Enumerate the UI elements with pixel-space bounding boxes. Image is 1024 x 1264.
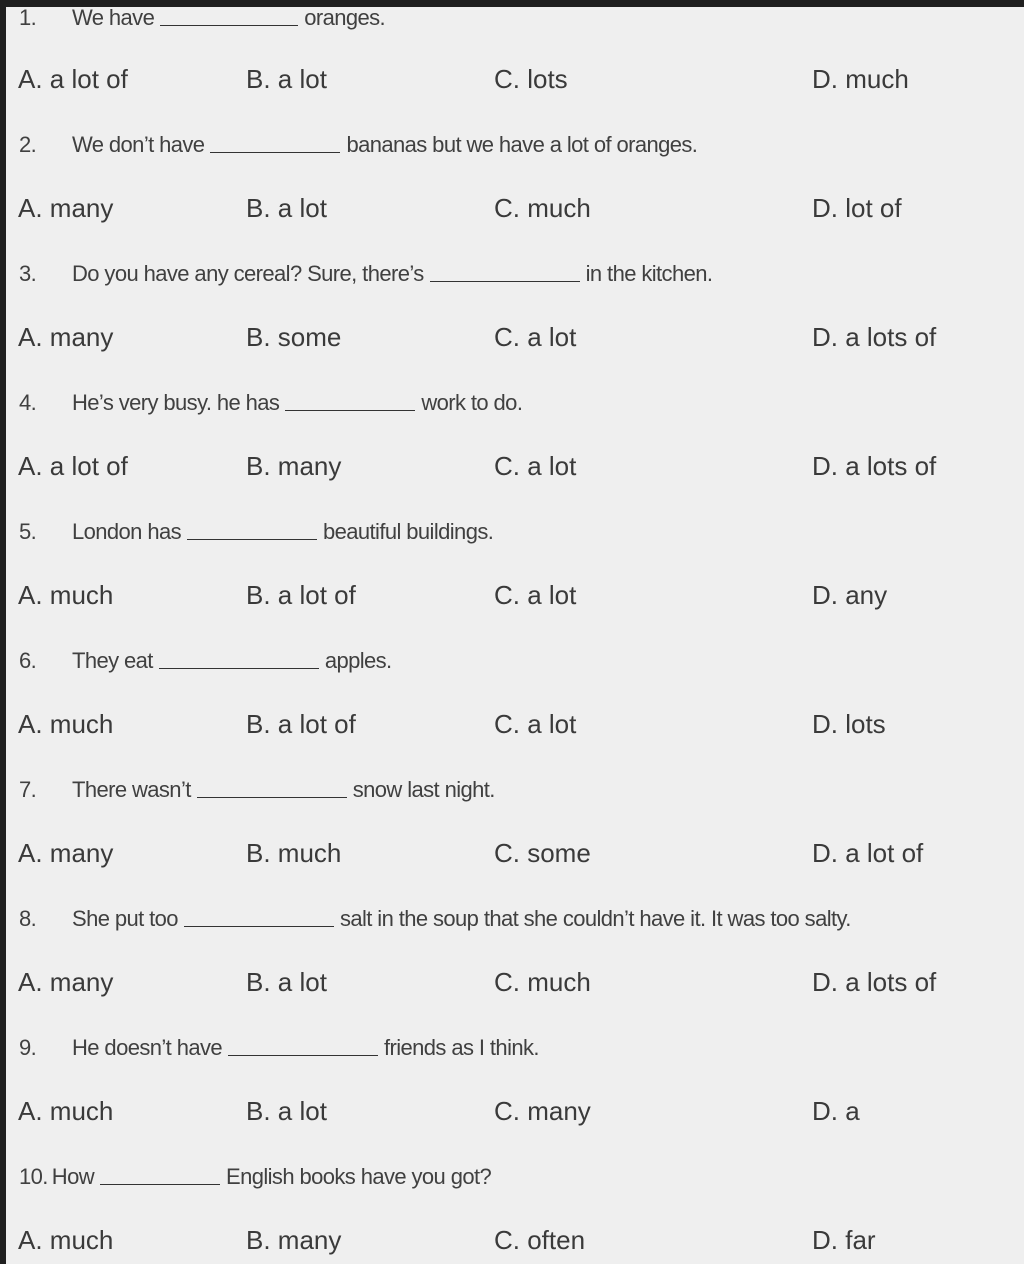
worksheet (6, 7, 1024, 1264)
question-number: 3. (19, 261, 37, 286)
option-a: A. many (18, 966, 114, 997)
answer-blank (228, 1054, 378, 1056)
answer-blank (160, 24, 298, 26)
option-c: C. lots (494, 63, 568, 94)
option-a: A. much (18, 1224, 114, 1255)
question-3 (19, 258, 712, 290)
option-c: C. a lot (494, 450, 577, 481)
option-c: C. some (494, 837, 591, 868)
question-text-after: in the kitchen. (585, 261, 713, 286)
option-a: A. many (18, 192, 114, 223)
answer-blank (187, 538, 317, 540)
option-a: A. a lot of (18, 63, 128, 94)
option-d: D. a lot of (812, 837, 924, 868)
option-c: C. much (494, 966, 591, 997)
question-text-after: friends as I think. (384, 1035, 539, 1060)
question-text-after: beautiful buildings. (323, 519, 494, 544)
option-b: B. some (246, 321, 342, 352)
question-text-after: salt in the soup that she couldn’t have it. It was too salty. (339, 906, 851, 931)
option-a: A. many (18, 321, 114, 352)
option-d: D. a lots of (812, 321, 937, 352)
question-text-before: She put too (72, 906, 178, 931)
question-7 (19, 774, 495, 806)
question-text-after: English books have you got? (226, 1164, 492, 1189)
question-text-before: They eat (72, 648, 153, 673)
option-c: C. often (494, 1224, 586, 1255)
answer-blank (100, 1183, 220, 1185)
option-b: B. a lot (246, 192, 327, 223)
option-c: C. much (494, 192, 591, 223)
answer-blank (197, 796, 347, 798)
option-d: D. a (812, 1095, 860, 1126)
question-number: 7. (19, 777, 37, 802)
option-d: D. lot of (812, 192, 902, 223)
question-4 (19, 387, 522, 419)
question-number: 6. (19, 648, 37, 673)
option-a: A. many (18, 837, 114, 868)
option-a: A. much (18, 579, 114, 610)
question-text-before: We don’t have (72, 132, 205, 157)
option-a: A. much (18, 708, 114, 739)
question-number: 9. (19, 1035, 37, 1060)
option-d: D. lots (812, 708, 886, 739)
option-c: C. a lot (494, 321, 577, 352)
question-9 (19, 1032, 539, 1064)
option-b: B. a lot (246, 966, 327, 997)
question-text-after: bananas but we have a lot of oranges. (346, 132, 698, 157)
option-d: D. a lots of (812, 450, 937, 481)
question-6 (19, 645, 392, 677)
option-b: B. a lot (246, 63, 327, 94)
question-number: 8. (19, 906, 37, 931)
question-2 (19, 129, 697, 161)
option-c: C. a lot (494, 708, 577, 739)
option-d: D. any (812, 579, 888, 610)
option-b: B. a lot (246, 1095, 327, 1126)
answer-blank (285, 409, 415, 411)
question-text-before: We have (72, 5, 155, 30)
option-b: B. a lot of (246, 579, 356, 610)
question-number: 2. (19, 132, 37, 157)
question-text-after: oranges. (304, 5, 386, 30)
question-number: 5. (19, 519, 37, 544)
option-d: D. a lots of (812, 966, 937, 997)
question-text-before: He’s very busy. he has (72, 390, 280, 415)
question-number: 1. (19, 5, 37, 30)
question-text-after: snow last night. (352, 777, 495, 802)
answer-blank (430, 280, 580, 282)
question-number: 4. (19, 390, 37, 415)
option-a: A. much (18, 1095, 114, 1126)
answer-blank (210, 151, 340, 153)
option-b: B. a lot of (246, 708, 356, 739)
option-b: B. much (246, 837, 342, 868)
question-text-before: Do you have any cereal? Sure, there’s (72, 261, 424, 286)
question-1 (19, 2, 385, 34)
answer-blank (159, 667, 319, 669)
question-5 (19, 516, 493, 548)
option-c: C. many (494, 1095, 591, 1126)
question-text-after: apples. (324, 648, 392, 673)
question-8 (19, 903, 851, 935)
question-10 (19, 1161, 491, 1193)
option-a: A. a lot of (18, 450, 128, 481)
question-text-after: work to do. (421, 390, 523, 415)
question-text-before: London has (72, 519, 181, 544)
question-text-before: How (51, 1164, 95, 1189)
answer-blank (184, 925, 334, 927)
option-d: D. much (812, 63, 909, 94)
question-text-before: There wasn’t (72, 777, 191, 802)
option-d: D. far (812, 1224, 876, 1255)
option-b: B. many (246, 1224, 342, 1255)
option-c: C. a lot (494, 579, 577, 610)
question-number: 10. (19, 1164, 48, 1189)
question-text-before: He doesn’t have (72, 1035, 222, 1060)
option-b: B. many (246, 450, 342, 481)
